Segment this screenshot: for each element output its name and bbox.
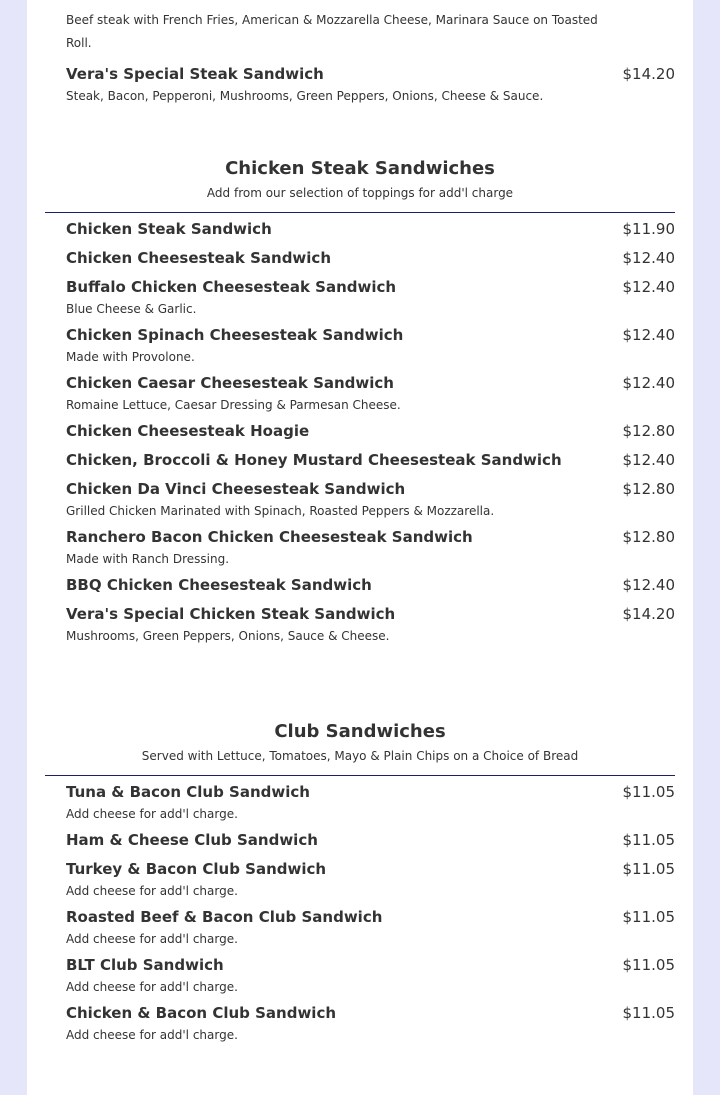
item-name: Chicken & Bacon Club Sandwich <box>66 1004 337 1022</box>
item-price: $12.80 <box>622 422 675 440</box>
menu-item[interactable] <box>45 527 675 571</box>
item-description: Add cheese for add'l charge. <box>66 980 238 994</box>
item-name: Ranchero Bacon Chicken Cheesesteak Sandwich <box>66 528 473 546</box>
item-price: $11.05 <box>622 956 675 974</box>
item-price: $11.05 <box>622 1004 675 1022</box>
item-name: Vera's Special Chicken Steak Sandwich <box>66 605 396 623</box>
section-title: Club Sandwiches <box>274 721 446 742</box>
item-description: Beef steak with French Fries, American & Mozzarella Cheese, Marinara Sauce on Toasted Roll. <box>66 13 598 50</box>
item-name: Chicken Cheesesteak Hoagie <box>66 422 310 440</box>
section-subtitle: Served with Lettuce, Tomatoes, Mayo & Plain Chips on a Choice of Bread <box>141 749 579 763</box>
item-name: Chicken Spinach Cheesesteak Sandwich <box>66 326 404 344</box>
menu-item[interactable] <box>45 64 675 108</box>
item-price: $14.20 <box>622 65 675 83</box>
item-description: Romaine Lettuce, Caesar Dressing & Parmesan Cheese. <box>66 398 401 412</box>
item-name: Ham & Cheese Club Sandwich <box>66 831 318 849</box>
menu-item[interactable] <box>45 325 675 369</box>
item-price: $12.80 <box>622 480 675 498</box>
section-divider <box>45 212 675 213</box>
item-description: Grilled Chicken Marinated with Spinach, Roasted Peppers & Mozzarella. <box>66 504 495 518</box>
item-price: $11.05 <box>622 908 675 926</box>
menu-item[interactable] <box>45 373 675 417</box>
menu-item[interactable] <box>45 421 675 441</box>
item-name: BBQ Chicken Cheesesteak Sandwich <box>66 576 372 594</box>
menu-item[interactable] <box>45 450 675 470</box>
item-price: $12.40 <box>622 374 675 392</box>
item-name: Chicken, Broccoli & Honey Mustard Cheesesteak Sandwich <box>66 451 562 469</box>
item-description: Steak, Bacon, Pepperoni, Mushrooms, Green Peppers, Onions, Cheese & Sauce. <box>66 89 544 103</box>
item-description: Add cheese for add'l charge. <box>66 807 238 821</box>
menu-item[interactable] <box>45 907 675 951</box>
section-subtitle: Add from our selection of toppings for add'l charge <box>206 186 514 200</box>
menu-item[interactable] <box>45 782 675 826</box>
menu-item[interactable] <box>45 955 675 999</box>
item-description: Mushrooms, Green Peppers, Onions, Sauce & Cheese. <box>66 629 390 643</box>
menu-item[interactable] <box>45 277 675 321</box>
club-section <box>45 720 675 1051</box>
item-description: Add cheese for add'l charge. <box>66 932 238 946</box>
item-price: $12.80 <box>622 528 675 546</box>
menu-item[interactable] <box>45 859 675 903</box>
item-name: Tuna & Bacon Club Sandwich <box>66 783 310 801</box>
menu-item[interactable] <box>45 248 675 268</box>
menu-page <box>27 0 693 1095</box>
item-name: BLT Club Sandwich <box>66 956 224 974</box>
chicken-steak-section <box>45 157 675 652</box>
item-description: Add cheese for add'l charge. <box>66 884 238 898</box>
item-price: $14.20 <box>622 605 675 623</box>
item-name: Chicken Caesar Cheesesteak Sandwich <box>66 374 394 392</box>
item-description: Add cheese for add'l charge. <box>66 1028 238 1042</box>
menu-item[interactable] <box>45 9 675 55</box>
section-title: Chicken Steak Sandwiches <box>225 158 495 179</box>
menu-item[interactable] <box>45 1003 675 1047</box>
chicken-items-list <box>45 219 675 648</box>
item-description: Made with Ranch Dressing. <box>66 552 230 566</box>
item-name: Chicken Cheesesteak Sandwich <box>66 249 332 267</box>
item-name: Chicken Steak Sandwich <box>66 220 272 238</box>
item-description: Made with Provolone. <box>66 350 195 364</box>
item-name: Roasted Beef & Bacon Club Sandwich <box>66 908 383 926</box>
menu-item[interactable] <box>45 830 675 850</box>
item-name: Chicken Da Vinci Cheesesteak Sandwich <box>66 480 406 498</box>
item-description: Blue Cheese & Garlic. <box>66 302 197 316</box>
section-divider <box>45 775 675 776</box>
item-price: $11.90 <box>622 220 675 238</box>
item-price: $12.40 <box>622 451 675 469</box>
menu-item[interactable] <box>45 219 675 239</box>
item-price: $11.05 <box>622 860 675 878</box>
item-price: $11.05 <box>622 783 675 801</box>
item-name: Buffalo Chicken Cheesesteak Sandwich <box>66 278 397 296</box>
item-price: $12.40 <box>622 249 675 267</box>
menu-item[interactable] <box>45 575 675 595</box>
item-price: $12.40 <box>622 326 675 344</box>
item-price: $12.40 <box>622 576 675 594</box>
item-name: Vera's Special Steak Sandwich <box>66 65 324 83</box>
steak-section-partial <box>45 8 675 108</box>
item-name: Turkey & Bacon Club Sandwich <box>66 860 327 878</box>
menu-item[interactable] <box>45 479 675 523</box>
item-price: $11.05 <box>622 831 675 849</box>
item-price: $12.40 <box>622 278 675 296</box>
club-items-list <box>45 782 675 1047</box>
menu-item[interactable] <box>45 604 675 648</box>
